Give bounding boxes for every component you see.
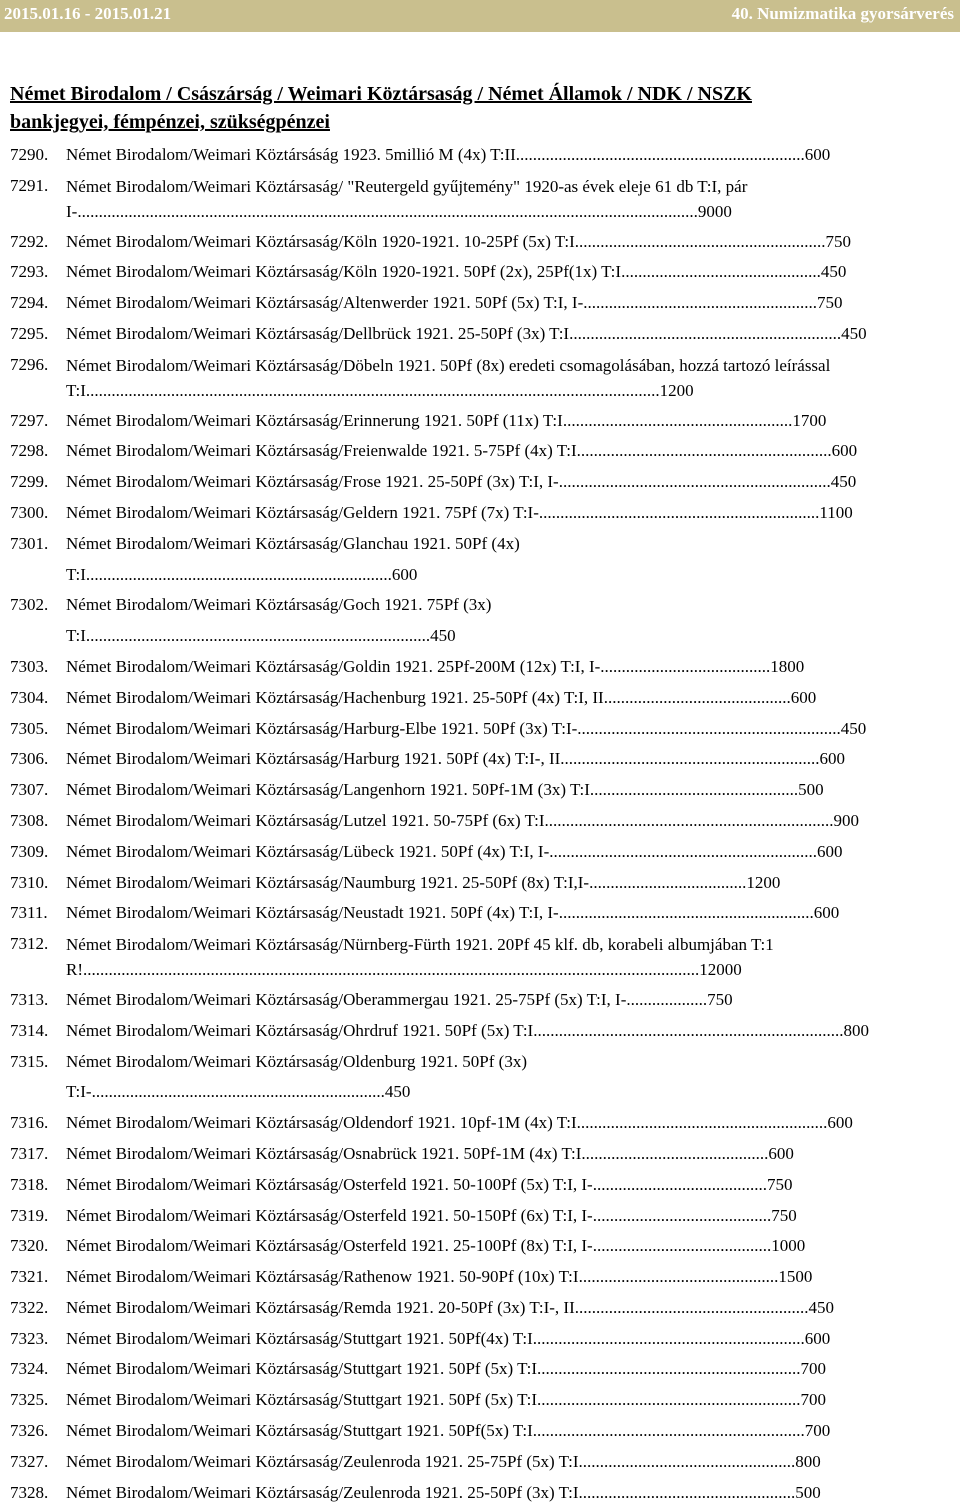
- lot-body: [66, 1139, 872, 1170]
- lot-price: 1100: [819, 502, 853, 522]
- lot-list: [10, 140, 872, 1508]
- lot-leader-dots: ..................................................................................................................................................: [77, 201, 698, 221]
- lot-description: Német Birodalom/Weimari Köztársaság/Remda 1921. 20-50Pf (3x) T:I-, II: [66, 1297, 575, 1317]
- lot-price: 600: [827, 1113, 853, 1133]
- lot-description: Német Birodalom/Weimari Köztársaság/Zeulenroda 1921. 25-75Pf (5x) T:I: [66, 1451, 579, 1471]
- lot-item: [10, 744, 872, 775]
- lot-leader-dots: .......................................................: [574, 1297, 809, 1317]
- lot-leader-dots: .........................................: [592, 1174, 767, 1194]
- lot-item: [10, 1354, 872, 1385]
- lot-item: [10, 171, 872, 227]
- lot-price: 750: [771, 1205, 797, 1225]
- lot-body: [66, 1201, 872, 1232]
- lot-body: [66, 1108, 872, 1139]
- lot-body: [66, 714, 872, 745]
- lot-number: 7306.: [10, 749, 49, 769]
- lot-leader-dots: ................................................................: [569, 323, 842, 343]
- lot-description: Német Birodalom/Weimari Köztársaság/ "Reutergeld gyűjtemény" 1920-as évek eleje 61 db T:I, pár I-: [66, 176, 748, 221]
- lot-item: [10, 1416, 872, 1447]
- lot-description: Német Birodalom/Weimari Köztársaság/Oldendorf 1921. 10pf-1M (4x) T:I: [66, 1113, 577, 1133]
- lot-description: Német Birodalom/Weimari Köztársaság/Osterfeld 1921. 50-100Pf (5x) T:I, I-: [66, 1174, 593, 1194]
- lot-body: [66, 590, 872, 652]
- lot-description: Német Birodalom/Weimari Köztársaság/Zeulenroda 1921. 25-50Pf (3x) T:I: [66, 1482, 579, 1502]
- lot-description: Német Birodalom/Weimari Köztársaság/Goch 1921. 75Pf (3x) T:I: [66, 595, 492, 646]
- lot-leader-dots: .....................................: [589, 872, 747, 892]
- lot-item: [10, 1170, 872, 1201]
- lot-body: [66, 806, 872, 837]
- lot-leader-dots: ................................................................: [532, 1328, 805, 1348]
- lot-number: 7291.: [10, 175, 49, 195]
- lot-body: [66, 652, 872, 683]
- lot-number: 7312.: [10, 934, 49, 954]
- lot-item: [10, 590, 872, 652]
- lot-price: 450: [820, 262, 847, 282]
- lot-price: 800: [795, 1451, 821, 1471]
- lot-leader-dots: ............................................: [603, 687, 791, 707]
- lot-item: [10, 1447, 872, 1478]
- lot-description: Német Birodalom/Weimari Köztársaság/Stuttgart 1921. 50Pf (5x) T:I: [66, 1359, 538, 1379]
- lot-number: 7305.: [10, 718, 49, 738]
- lot-price: 700: [800, 1359, 827, 1379]
- lot-description: Német Birodalom/Weimari Köztársaság/Goldin 1921. 25Pf-200M (12x) T:I, I-: [66, 656, 601, 676]
- lot-item: [10, 929, 872, 985]
- lot-item: [10, 257, 872, 288]
- lot-body: [66, 529, 872, 591]
- lot-number: 7299.: [10, 472, 49, 492]
- lot-price: 9000: [697, 201, 732, 221]
- lot-body: [66, 1324, 872, 1355]
- lot-item: [10, 985, 872, 1016]
- lot-body: [66, 1416, 872, 1447]
- lot-description: Német Birodalom/Weimari Köztársaság/Neustadt 1921. 50Pf (4x) T:I, I-: [66, 903, 559, 923]
- lot-item: [10, 288, 872, 319]
- lot-item: [10, 1231, 872, 1262]
- lot-body: [66, 171, 872, 227]
- lot-price: 700: [800, 1390, 827, 1410]
- lot-item: [10, 498, 872, 529]
- lot-description: Német Birodalom/Weimari Köztársaság/Frose 1921. 25-50Pf (3x) T:I, I-: [66, 472, 559, 492]
- lot-description: Német Birodalom/Weimari Köztársaság/Freienwalde 1921. 5-75Pf (4x) T:I: [66, 441, 577, 461]
- lot-price: 450: [384, 1082, 411, 1102]
- lot-body: [66, 985, 872, 1016]
- lot-number: 7326.: [10, 1421, 49, 1441]
- lot-price: 600: [817, 841, 843, 861]
- lot-body: [66, 868, 872, 899]
- lot-item: [10, 1108, 872, 1139]
- lot-description: Német Birodalom/Weimari Köztársaság/Hachenburg 1921. 25-50Pf (4x) T:I, II: [66, 687, 604, 707]
- lot-number: 7298.: [10, 441, 49, 461]
- lot-body: [66, 1016, 872, 1047]
- lot-item: [10, 319, 872, 350]
- lot-item: [10, 1385, 872, 1416]
- lot-body: [66, 498, 872, 529]
- lot-description: Német Birodalom/Weimari Köztársaság/Osterfeld 1921. 50-150Pf (6x) T:I, I-: [66, 1205, 593, 1225]
- lot-body: [66, 1262, 872, 1293]
- lot-leader-dots: ...................: [626, 989, 708, 1009]
- lot-leader-dots: ..........................................: [592, 1236, 772, 1256]
- lot-description: Német Birodalom/Weimari Köztársaság/Döbeln 1921. 50Pf (8x) eredeti csomagolásában, hozzá tartozó leírással T:I: [66, 355, 831, 400]
- lot-price: 1700: [792, 410, 827, 430]
- lot-description: Német Birodalom/Weimari Köztársaság/Dellbrück 1921. 25-50Pf (3x) T:I: [66, 323, 570, 343]
- lot-price: 750: [817, 293, 843, 313]
- lot-price: 600: [804, 145, 831, 164]
- lot-leader-dots: ........................................................................: [85, 564, 392, 584]
- lot-item: [10, 775, 872, 806]
- lot-price: 700: [804, 1421, 831, 1441]
- lot-body: [66, 683, 872, 714]
- lot-number: 7292.: [10, 231, 49, 251]
- header-title: 40. Numizmatika gyorsárverés: [731, 4, 954, 23]
- lot-number: 7313.: [10, 989, 49, 1009]
- lot-description: Német Birodalom/Weimari Köztársaság/Stuttgart 1921. 50Pf(5x) T:I: [66, 1421, 533, 1441]
- lot-description: Német Birodalom/Weimari Köztársaság/Glanchau 1921. 50Pf (4x) T:I: [66, 533, 520, 584]
- lot-price: 750: [825, 231, 852, 251]
- lot-body: [66, 1293, 872, 1324]
- lot-leader-dots: ............................................................: [558, 903, 814, 923]
- lot-price: 750: [707, 989, 733, 1009]
- lot-number: 7325.: [10, 1390, 49, 1410]
- lot-leader-dots: .................................................: [589, 780, 799, 800]
- lot-leader-dots: ....................................................................: [515, 145, 805, 164]
- lot-item: [10, 140, 872, 171]
- lot-price: 450: [808, 1297, 835, 1317]
- lot-body: [66, 257, 872, 288]
- lot-item: [10, 898, 872, 929]
- lot-number: 7290.: [10, 145, 49, 164]
- lot-description: Német Birodalom/Weimari Köztársaság/Harburg-Elbe 1921. 50Pf (3x) T:I-: [66, 718, 578, 738]
- lot-body: [66, 1047, 872, 1109]
- lot-price: 750: [766, 1174, 793, 1194]
- lot-number: 7300.: [10, 502, 49, 522]
- lot-price: 600: [768, 1143, 794, 1163]
- lot-item: [10, 1139, 872, 1170]
- section-heading-line-2: bankjegyei, fémpénzei, szükségpénzei: [10, 111, 330, 133]
- lot-body: [66, 837, 872, 868]
- lot-price: 600: [813, 903, 840, 923]
- lot-leader-dots: ....................................................................: [544, 810, 834, 830]
- lot-number: 7314.: [10, 1020, 49, 1040]
- lot-item: [10, 1262, 872, 1293]
- lot-description: Német Birodalom/Weimari Köztársaság/Lübeck 1921. 50Pf (4x) T:I, I-: [66, 841, 550, 861]
- lot-price: 900: [833, 810, 860, 830]
- lot-description: Német Birodalom/Weimari Köztársaság/Erinnerung 1921. 50Pf (11x) T:I: [66, 410, 563, 430]
- lot-leader-dots: ...............................................................: [549, 841, 818, 861]
- lot-body: [66, 406, 872, 437]
- lot-number: 7296.: [10, 354, 49, 374]
- lot-description: Német Birodalom/Weimari Köztársaság/Lutzel 1921. 50-75Pf (6x) T:I: [66, 810, 545, 830]
- lot-number: 7316.: [10, 1113, 49, 1133]
- lot-leader-dots: ......................................................: [562, 410, 793, 430]
- lot-price: 1500: [778, 1267, 813, 1287]
- lot-leader-dots: ..............................................................: [537, 1390, 801, 1410]
- lot-price: 1200: [746, 872, 781, 892]
- lot-description: Német Birodalom/Weimari Köztársaság/Köln 1920-1921. 50Pf (2x), 25Pf(1x) T:I: [66, 262, 622, 282]
- lot-price: 1800: [770, 656, 805, 676]
- lot-description: Német Birodalom/Weimari Köztársaság/Oberammergau 1921. 25-75Pf (5x) T:I, I-: [66, 989, 627, 1009]
- lot-leader-dots: .................................................................................: [85, 626, 431, 646]
- lot-number: 7317.: [10, 1143, 49, 1163]
- lot-description: Német Birodalom/Weimari Köztársaság/Rathenow 1921. 50-90Pf (10x) T:I: [66, 1267, 579, 1287]
- lot-description: Német Birodalom/Weimari Köztársaság/Langenhorn 1921. 50Pf-1M (3x) T:I: [66, 780, 590, 800]
- lot-leader-dots: ...................................................: [578, 1482, 796, 1502]
- lot-item: [10, 467, 872, 498]
- lot-description: Német Birodalom/Weimari Köztársaság/Ohrdruf 1921. 50Pf (5x) T:I: [66, 1020, 534, 1040]
- lot-item: [10, 1201, 872, 1232]
- lot-description: Német Birodalom/Weimari Köztársaság/Oldenburg 1921. 50Pf (3x) T:I-: [66, 1051, 527, 1102]
- lot-leader-dots: ...................................................: [578, 1451, 796, 1471]
- lot-leader-dots: ...............................................: [578, 1267, 779, 1287]
- lot-number: 7319.: [10, 1205, 49, 1225]
- lot-body: [66, 744, 872, 775]
- lot-item: [10, 806, 872, 837]
- lot-body: [66, 1478, 872, 1508]
- lot-price: 1000: [771, 1236, 806, 1256]
- lot-body: [66, 227, 872, 258]
- lot-number: 7321.: [10, 1267, 49, 1287]
- lot-price: 500: [795, 1482, 821, 1502]
- lot-item: [10, 868, 872, 899]
- lot-number: 7302.: [10, 595, 49, 615]
- lot-leader-dots: ..........................................: [592, 1205, 772, 1225]
- lot-number: 7328.: [10, 1482, 49, 1502]
- lot-description: Német Birodalom/Weimari Köztársaság/Nürnberg-Fürth 1921. 20Pf 45 klf. db, korabeli albumjában T:1 R!: [66, 935, 774, 980]
- lot-leader-dots: ........................................: [600, 656, 771, 676]
- lot-number: 7307.: [10, 780, 49, 800]
- lot-body: [66, 467, 872, 498]
- lot-leader-dots: ...........................................................: [574, 231, 826, 251]
- lot-item: [10, 652, 872, 683]
- lot-body: [66, 319, 872, 350]
- lot-number: 7301.: [10, 533, 49, 553]
- lot-leader-dots: .............................................................: [560, 749, 820, 769]
- lot-leader-dots: ............................................................: [576, 441, 832, 461]
- lot-description: Német Birodalom/Weimari Köztársáság 1923. 5millió M (4x) T:II: [66, 145, 516, 164]
- lot-number: 7318.: [10, 1174, 49, 1194]
- lot-number: 7304.: [10, 687, 49, 707]
- lot-number: 7293.: [10, 262, 49, 282]
- lot-leader-dots: .................................................................................................................................................: [83, 960, 700, 980]
- lot-body: [66, 775, 872, 806]
- lot-item: [10, 436, 872, 467]
- lot-body: [66, 898, 872, 929]
- lot-number: 7322.: [10, 1297, 49, 1317]
- lot-price: 450: [841, 323, 867, 343]
- lot-leader-dots: ...............................................: [621, 262, 821, 282]
- lot-price: 600: [831, 441, 858, 461]
- header-dates: 2015.01.16 - 2015.01.21: [4, 4, 172, 23]
- lot-item: [10, 529, 872, 591]
- lot-item: [10, 1293, 872, 1324]
- lot-leader-dots: .........................................................................: [533, 1020, 844, 1040]
- lot-number: 7308.: [10, 810, 49, 830]
- lot-number: 7324.: [10, 1359, 49, 1379]
- lot-item: [10, 683, 872, 714]
- lot-item: [10, 1324, 872, 1355]
- lot-number: 7327.: [10, 1451, 49, 1471]
- section-heading: [10, 80, 930, 136]
- lot-leader-dots: ..................................................................: [538, 502, 820, 522]
- lot-leader-dots: ..............................................................: [577, 718, 841, 738]
- lot-body: [66, 929, 872, 985]
- lot-price: 450: [430, 626, 456, 646]
- lot-price: 600: [819, 749, 846, 769]
- lot-price: 600: [391, 564, 418, 584]
- lot-body: [66, 1385, 872, 1416]
- lot-price: 450: [840, 718, 867, 738]
- lot-body: [66, 140, 872, 171]
- lot-body: [66, 288, 872, 319]
- lot-number: 7294.: [10, 293, 49, 313]
- lot-leader-dots: ............................................: [581, 1143, 769, 1163]
- lot-description: Német Birodalom/Weimari Köztársaság/Geldern 1921. 75Pf (7x) T:I-: [66, 502, 539, 522]
- lot-price: 450: [830, 472, 857, 492]
- lot-number: 7311.: [10, 903, 48, 923]
- lot-price: 600: [804, 1328, 831, 1348]
- lot-price: 600: [790, 687, 817, 707]
- lot-description: Német Birodalom/Weimari Köztársaság/Stuttgart 1921. 50Pf (5x) T:I: [66, 1390, 538, 1410]
- lot-leader-dots: ................................................................: [532, 1421, 805, 1441]
- lot-number: 7303.: [10, 656, 49, 676]
- lot-number: 7315.: [10, 1051, 49, 1071]
- lot-item: [10, 406, 872, 437]
- lot-body: [66, 1170, 872, 1201]
- lot-item: [10, 1047, 872, 1109]
- lot-leader-dots: .......................................................................................................................................: [85, 380, 660, 400]
- lot-item: [10, 227, 872, 258]
- lot-number: 7323.: [10, 1328, 49, 1348]
- lot-number: 7309.: [10, 841, 49, 861]
- lot-body: [66, 1354, 872, 1385]
- lot-description: Német Birodalom/Weimari Köztársaság/Harburg 1921. 50Pf (4x) T:I-, II: [66, 749, 561, 769]
- lot-item: [10, 1016, 872, 1047]
- lot-description: Német Birodalom/Weimari Köztársaság/Köln 1920-1921. 10-25Pf (5x) T:I: [66, 231, 575, 251]
- lot-number: 7295.: [10, 323, 49, 343]
- lot-price: 800: [843, 1020, 869, 1040]
- lot-description: Német Birodalom/Weimari Köztársaság/Osterfeld 1921. 25-100Pf (8x) T:I, I-: [66, 1236, 593, 1256]
- lot-price: 1200: [659, 380, 694, 400]
- lot-price: 500: [798, 780, 824, 800]
- lot-item: [10, 1478, 872, 1508]
- lot-body: [66, 1231, 872, 1262]
- lot-body: [66, 436, 872, 467]
- lot-description: Német Birodalom/Weimari Köztársaság/Altenwerder 1921. 50Pf (5x) T:I, I-: [66, 293, 584, 313]
- lot-number: 7320.: [10, 1236, 49, 1256]
- lot-body: [66, 350, 872, 406]
- lot-leader-dots: ..............................................................: [537, 1359, 801, 1379]
- lot-number: 7310.: [10, 872, 49, 892]
- lot-description: Német Birodalom/Weimari Köztársaság/Stuttgart 1921. 50Pf(4x) T:I: [66, 1328, 533, 1348]
- header-bar: [0, 0, 960, 32]
- lot-item: [10, 837, 872, 868]
- lot-leader-dots: ................................................................: [558, 472, 831, 492]
- lot-body: [66, 1447, 872, 1478]
- section-heading-line-1: Német Birodalom / Császárság / Weimari Köztársaság / Német Államok / NDK / NSZK: [10, 83, 752, 105]
- lot-item: [10, 714, 872, 745]
- lot-number: 7297.: [10, 410, 49, 430]
- lot-description: Német Birodalom/Weimari Köztársaság/Osnabrück 1921. 50Pf-1M (4x) T:I: [66, 1143, 582, 1163]
- lot-price: 12000: [699, 960, 742, 980]
- lot-leader-dots: ...........................................................: [576, 1113, 828, 1133]
- lot-description: Német Birodalom/Weimari Köztársaság/Naumburg 1921. 25-50Pf (8x) T:I,I-: [66, 872, 590, 892]
- lot-item: [10, 350, 872, 406]
- lot-leader-dots: .....................................................................: [91, 1082, 385, 1102]
- lot-leader-dots: .......................................................: [583, 293, 817, 313]
